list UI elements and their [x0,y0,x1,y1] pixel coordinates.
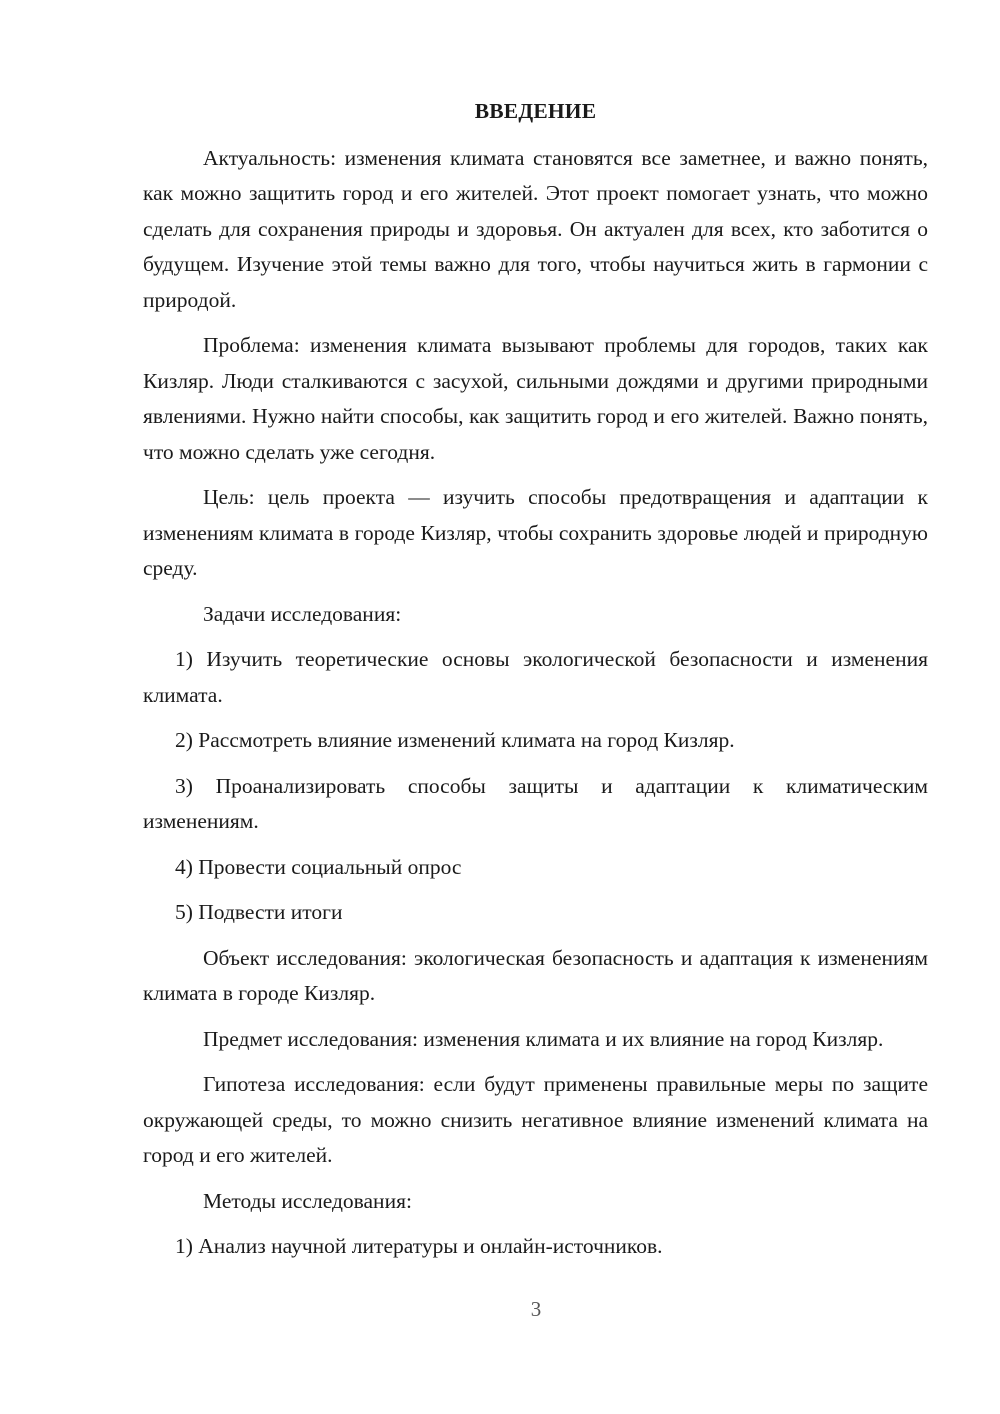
document-page [143,94,928,1275]
tasks-heading: Задачи исследования: [203,601,402,626]
task-item-2: 2) Рассмотреть влияние изменений климата на город Кизляр. [175,728,735,752]
paragraph-hypothesis: Гипотеза исследования: если будут применены правильные меры по защите окружающей среды, то можно снизить негативное влияние изменений климата на город и его жителей. [143,1072,928,1167]
task-item-3: 3) Проанализировать способы защиты и адаптации к климатическим изменениям. [143,773,928,833]
task-item-4: 4) Провести социальный опрос [175,854,462,879]
section-title: ВВЕДЕНИЕ [474,99,597,123]
task-item-5: 5) Подвести итоги [175,900,343,924]
paragraph-relevance: Актуальность: изменения климата становятся все заметнее, и важно понять, как можно защитить город и его жителей. Этот проект помогает узнать, что можно сделать для сохранения природы и здоровья. Он актуален для всех, кто заботится о будущем. Изучение этой темы важно для того, чтобы научиться жить в гармонии с природой. [143,145,928,312]
methods-heading: Методы исследования: [203,1188,412,1213]
method-item-1: 1) Анализ научной литературы и онлайн-источников. [175,1234,663,1258]
paragraph-goal: Цель: цель проекта — изучить способы предотвращения и адаптации к изменениям климата в городе Кизляр, чтобы сохранить здоровье людей и природную среду. [143,485,928,580]
task-item-1: 1) Изучить теоретические основы экологической безопасности и изменения климата. [143,647,928,707]
paragraph-subject: Предмет исследования: изменения климата и их влияние на город Кизляр. [203,1026,884,1051]
paragraph-object: Объект исследования: экологическая безопасность и адаптация к изменениям климата в городе Кизляр. [143,945,928,1005]
page-number: 3 [530,1297,542,1321]
paragraph-problem: Проблема: изменения климата вызывают проблемы для городов, таких как Кизляр. Люди сталкиваются с засухой, сильными дождями и другими природными явлениями. Нужно найти способы, как защитить город и его жителей. Важно понять, что можно сделать уже сегодня. [143,333,928,464]
